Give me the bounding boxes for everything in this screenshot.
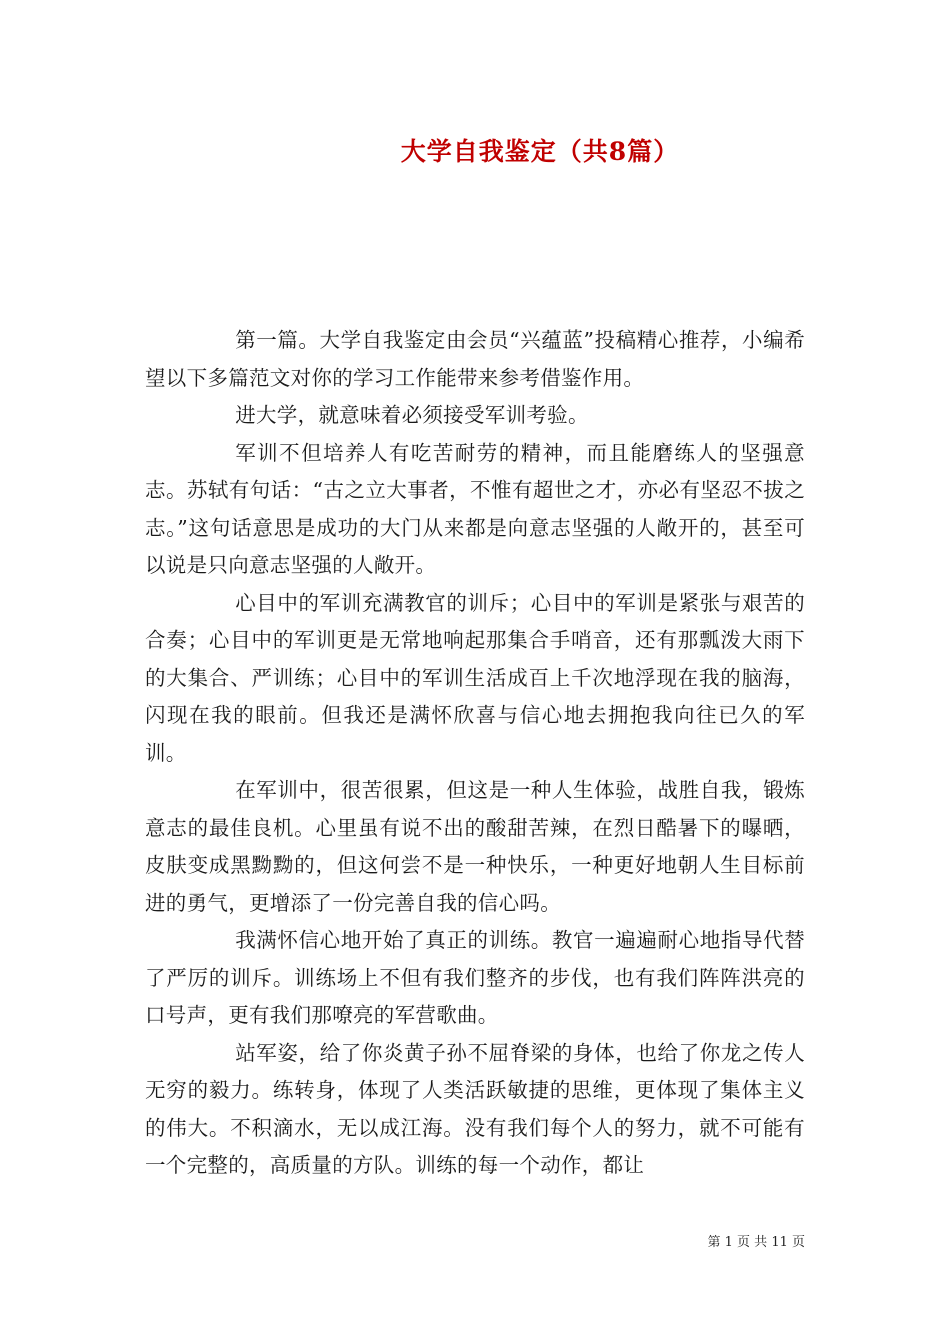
paragraph: 进大学，就意味着必须接受军训考验。 (235, 403, 589, 427)
page-footer: 第 1 页 共 11 页 (707, 1235, 805, 1250)
paragraph: 在军训中，很苦很累，但这是一种人生体验，战胜自我，锻炼意志的最佳良机。心里虽有说不出的酸甜苦辣，在烈日酷暑下的曝晒，皮肤变成黑黝黝的，但这何尝不是一种快乐，一种更好地朝人生目标前进的勇气，更增添了一份完善自我的信心吗。 (145, 778, 805, 915)
document-title: 大学自我鉴定（共8篇） (400, 137, 680, 166)
paragraph: 心目中的军训充满教官的训斥；心目中的军训是紧张与艰苦的合奏；心目中的军训更是无常地响起那集合手哨音，还有那瓢泼大雨下的大集合、严训练；心目中的军训生活成百上千次地浮现在我的脑海，闪现在我的眼前。但我还是满怀欣喜与信心地去拥抱我向往已久的军训。 (145, 590, 805, 765)
paragraph: 军训不但培养人有吃苦耐劳的精神，而且能磨练人的坚强意志。苏轼有句话：“古之立大事者，不惟有超世之才，亦必有坚忍不拔之志。”这句话意思是成功的大门从来都是向意志坚强的人敞开的，甚至可以说是只向意志坚强的人敞开。 (145, 440, 805, 577)
paragraph: 第一篇。大学自我鉴定由会员“兴蕴蓝”投稿精心推荐，小编希望以下多篇范文对你的学习工作能带来参考借鉴作用。 (145, 328, 805, 390)
paragraph: 站军姿，给了你炎黄子孙不屈脊梁的身体，也给了你龙之传人无穷的毅力。练转身，体现了人类活跃敏捷的思维，更体现了集体主义的伟大。不积滴水，无以成江海。没有我们每个人的努力，就不可能有一个完整的，高质量的方队。训练的每一个动作，都让 (145, 1040, 805, 1177)
paragraph: 我满怀信心地开始了真正的训练。教官一遍遍耐心地指导代替了严厉的训斥。训练场上不但有我们整齐的步伐，也有我们阵阵洪亮的口号声，更有我们那嘹亮的军营歌曲。 (145, 928, 805, 1027)
document-body (145, 322, 805, 1185)
